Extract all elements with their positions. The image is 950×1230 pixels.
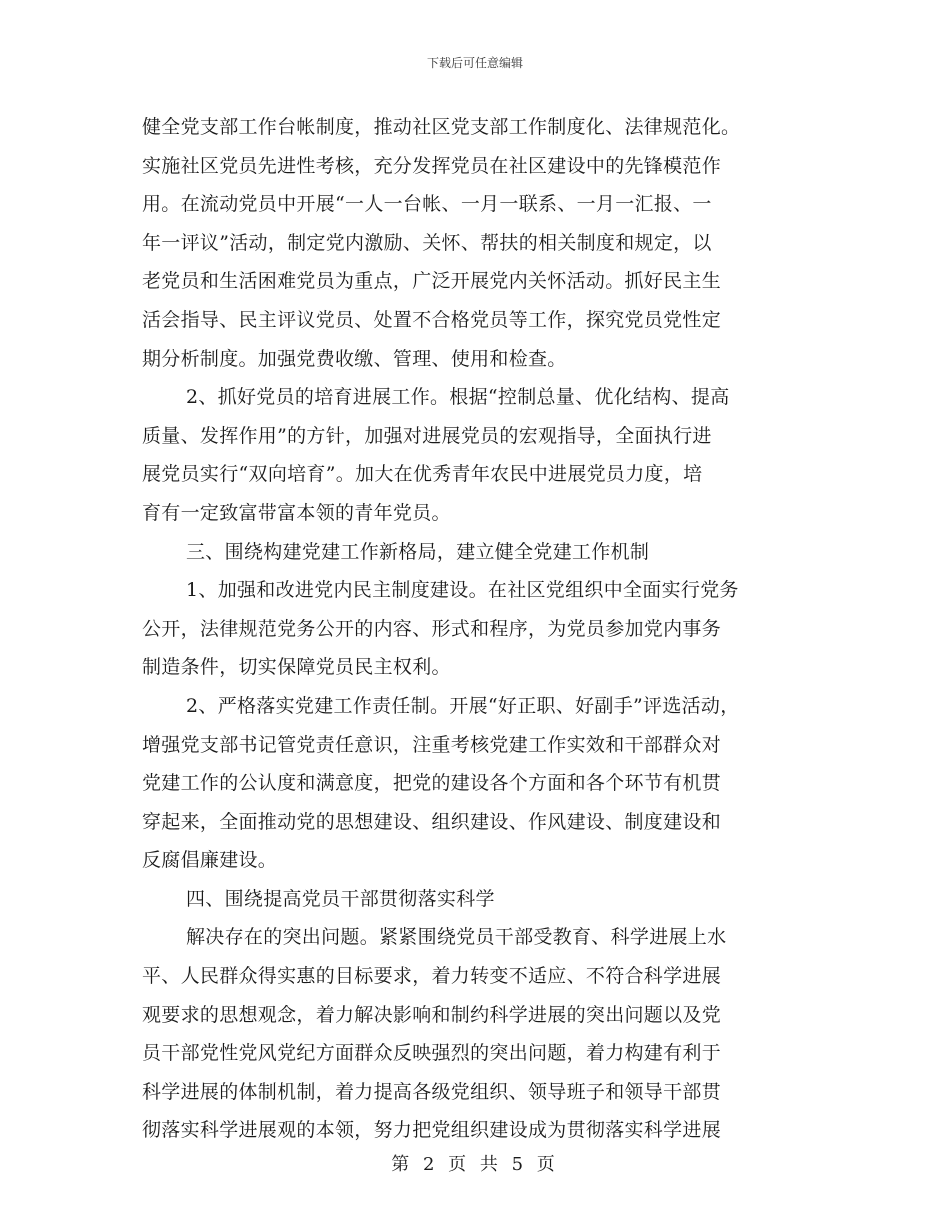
text-line: 2、抓好党员的培育进展工作。根据“控制总量、优化结构、提高 [186, 386, 730, 409]
text-line: 活会指导、民主评议党员、处置不合格党员等工作，探究党员党性定 [142, 308, 722, 331]
text-line: 员干部党性党风党纪方面群众反映强烈的突出问题，着力构建有利于 [142, 1042, 722, 1065]
page-header-note: 下载后可任意编辑 [426, 56, 523, 70]
text-line: 实施社区党员先进性考核，充分发挥党员在社区建设中的先锋模范作 [142, 154, 722, 177]
text-line: 党建工作的公认度和满意度，把党的建设各个方面和各个环节有机贯 [142, 772, 722, 795]
text-line: 健全党支部工作台帐制度，推动社区党支部工作制度化、法律规范化。 [142, 116, 741, 138]
page-number: 第 2 页 共 5 页 [391, 1154, 559, 1175]
text-line: 增强党支部书记管党责任意识，注重考核党建工作实效和干部群众对 [142, 733, 722, 756]
text-line: 年一评议”活动，制定党内激励、关怀、帮扶的相关制度和规定，以 [142, 231, 712, 254]
text-line: 期分析制度。加强党费收缴、管理、使用和检查。 [142, 347, 567, 370]
text-line: 育有一定致富带富本领的青年党员。 [142, 501, 451, 524]
text-line: 科学进展的体制机制，着力提高各级党组织、领导班子和领导干部贯 [142, 1080, 722, 1103]
text-line: 用。在流动党员中开展“一人一台帐、一月一联系、一月一汇报、一 [142, 193, 712, 216]
text-line: 平、人民群众得实惠的目标要求，着力转变不适应、不符合科学进展 [142, 965, 722, 988]
text-line: 公开，法律规范党务公开的内容、形式和程序，为党员参加党内事务 [142, 617, 722, 640]
text-line: 2、严格落实党建工作责任制。开展“好正职、好副手”评选活动， [186, 694, 740, 717]
text-line: 四、围绕提高党员干部贯彻落实科学 [186, 887, 495, 910]
text-line: 质量、发挥作用”的方针，加强对进展党员的宏观指导，全面执行进 [142, 424, 712, 447]
text-line: 反腐倡廉建设。 [142, 849, 278, 872]
document-body [142, 108, 822, 1150]
text-line: 穿起来，全面推动党的思想建设、组织建设、作风建设、制度建设和 [142, 810, 722, 833]
text-line: 观要求的思想观念，着力解决影响和制约科学进展的突出问题以及党 [142, 1003, 722, 1026]
text-line: 解决存在的突出问题。紧紧围绕党员干部受教育、科学进展上水 [186, 926, 727, 949]
text-line: 制造条件，切实保障党员民主权利。 [142, 656, 451, 679]
text-line: 展党员实行“双向培育”。加大在优秀青年农民中进展党员力度，培 [142, 463, 703, 486]
text-line: 1、加强和改进党内民主制度建设。在社区党组织中全面实行党务 [186, 579, 739, 602]
text-line: 三、围绕构建党建工作新格局，建立健全党建工作机制 [186, 540, 650, 563]
text-line: 老党员和生活困难党员为重点，广泛开展党内关怀活动。抓好民主生 [142, 270, 722, 293]
text-line: 彻落实科学进展观的本领，努力把党组织建设成为贯彻落实科学进展 [142, 1119, 722, 1142]
